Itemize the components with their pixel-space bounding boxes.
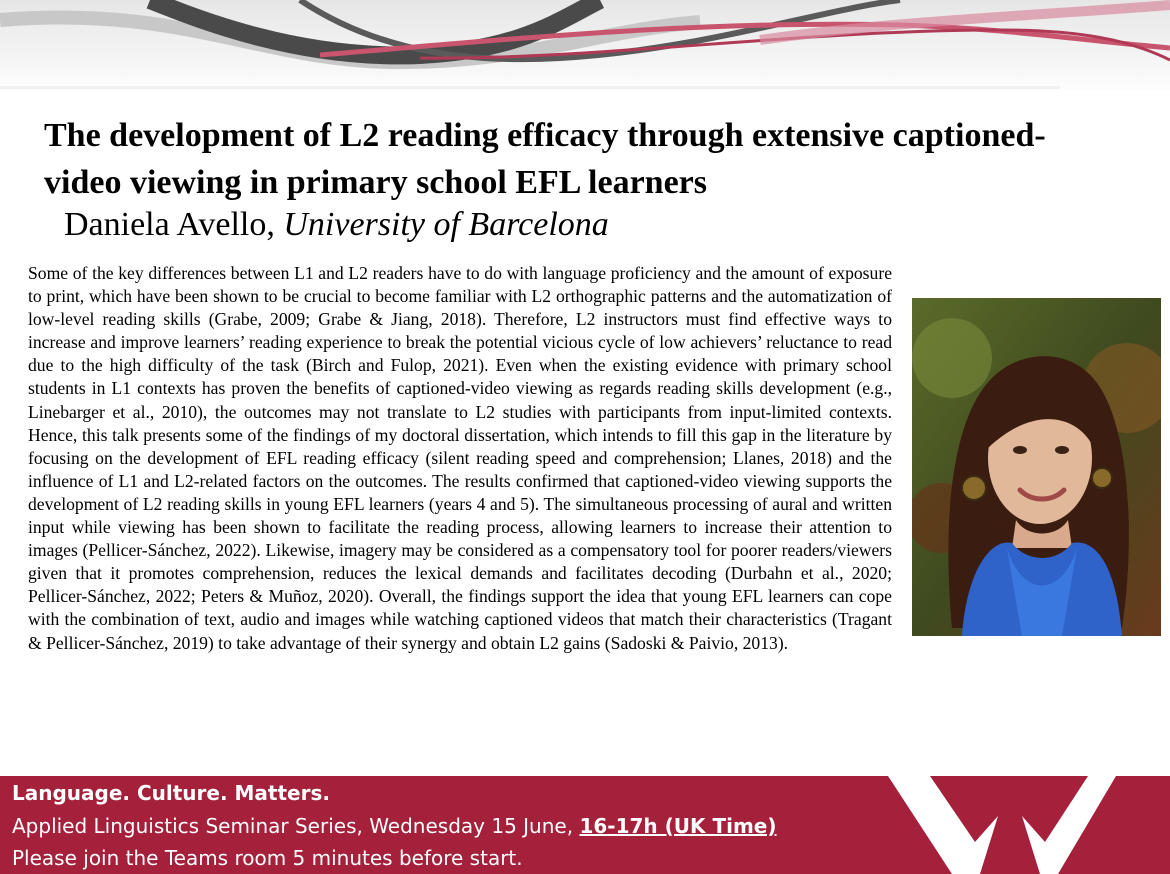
speaker-line — [64, 206, 609, 244]
abstract-text: Some of the key differences between L1 and L2 readers have to do with language proficiency and the amount of exposure to print, which have been shown to be crucial to become familiar with L2 orthographic patterns and the automatization of low-level reading skills (Grabe, 2009; Grabe & Jiang, 2018). Therefore, L2 instructors must find effective ways to increase and improve learners’ reading experience to break the potential vicious cycle of low achievers’ reluctance to read due to the high difficulty of the task (Birch and Fulop, 2021). Even when the existing evidence with primary school students in L1 contexts has proven the benefits of captioned-video viewing as regards reading skills development (e.g., Linebarger et al., 2010), the outcomes may not translate to L2 studies with participants from input-limited contexts. Hence, this talk presents some of the findings of my doctoral dissertation, which intends to fill this gap in the literature by focusing on the development of EFL reading efficacy (silent reading speed and comprehension; Llanes, 2018) and the influence of L1 and L2-related factors on the outcomes. The results confirmed that captioned-video viewing supports the development of L2 reading skills in young EFL learners (years 4 and 5). The simultaneous processing of aural and written input while viewing has been shown to facilitate the reading process, allowing learners to increase their attention to images (Pellicer-Sánchez, 2022). Likewise, imagery may be considered as a compensatory tool for poorer readers/viewers given that it promotes comprehension, reduces the lexical demands and facilitates decoding (Durbahn et al., 2020; Pellicer-Sánchez, 2022; Peters & Muñoz, 2020). Overall, the findings support the idea that young EFL learners can cope with the combination of text, audio and images while watching captioned videos that match their characteristics (Tragant & Pellicer-Sánchez, 2019) to take advantage of their synergy and obtain L2 gains (Sadoski & Paivio, 2013). — [28, 263, 892, 653]
footer-tagline: Language. Culture. Matters. — [12, 781, 330, 805]
footer-bar — [0, 776, 1170, 874]
footer-series: Applied Linguistics Seminar Series, Wednesday 15 June, — [12, 814, 580, 838]
header-ribbon-banner — [0, 0, 1170, 90]
footer-time: 16-17h (UK Time) — [579, 814, 777, 838]
talk-title: The development of L2 reading efficacy through extensive captioned-video viewing in primary school EFL learners — [44, 117, 1046, 201]
speaker-photo — [912, 298, 1161, 636]
logo-w-shape — [880, 776, 1170, 874]
speaker-name: Daniela Avello, — [64, 206, 284, 243]
footer-note: Please join the Teams room 5 minutes before start. — [12, 846, 523, 870]
footer-series-line — [12, 814, 777, 838]
speaker-affiliation: University of Barcelona — [283, 206, 609, 243]
